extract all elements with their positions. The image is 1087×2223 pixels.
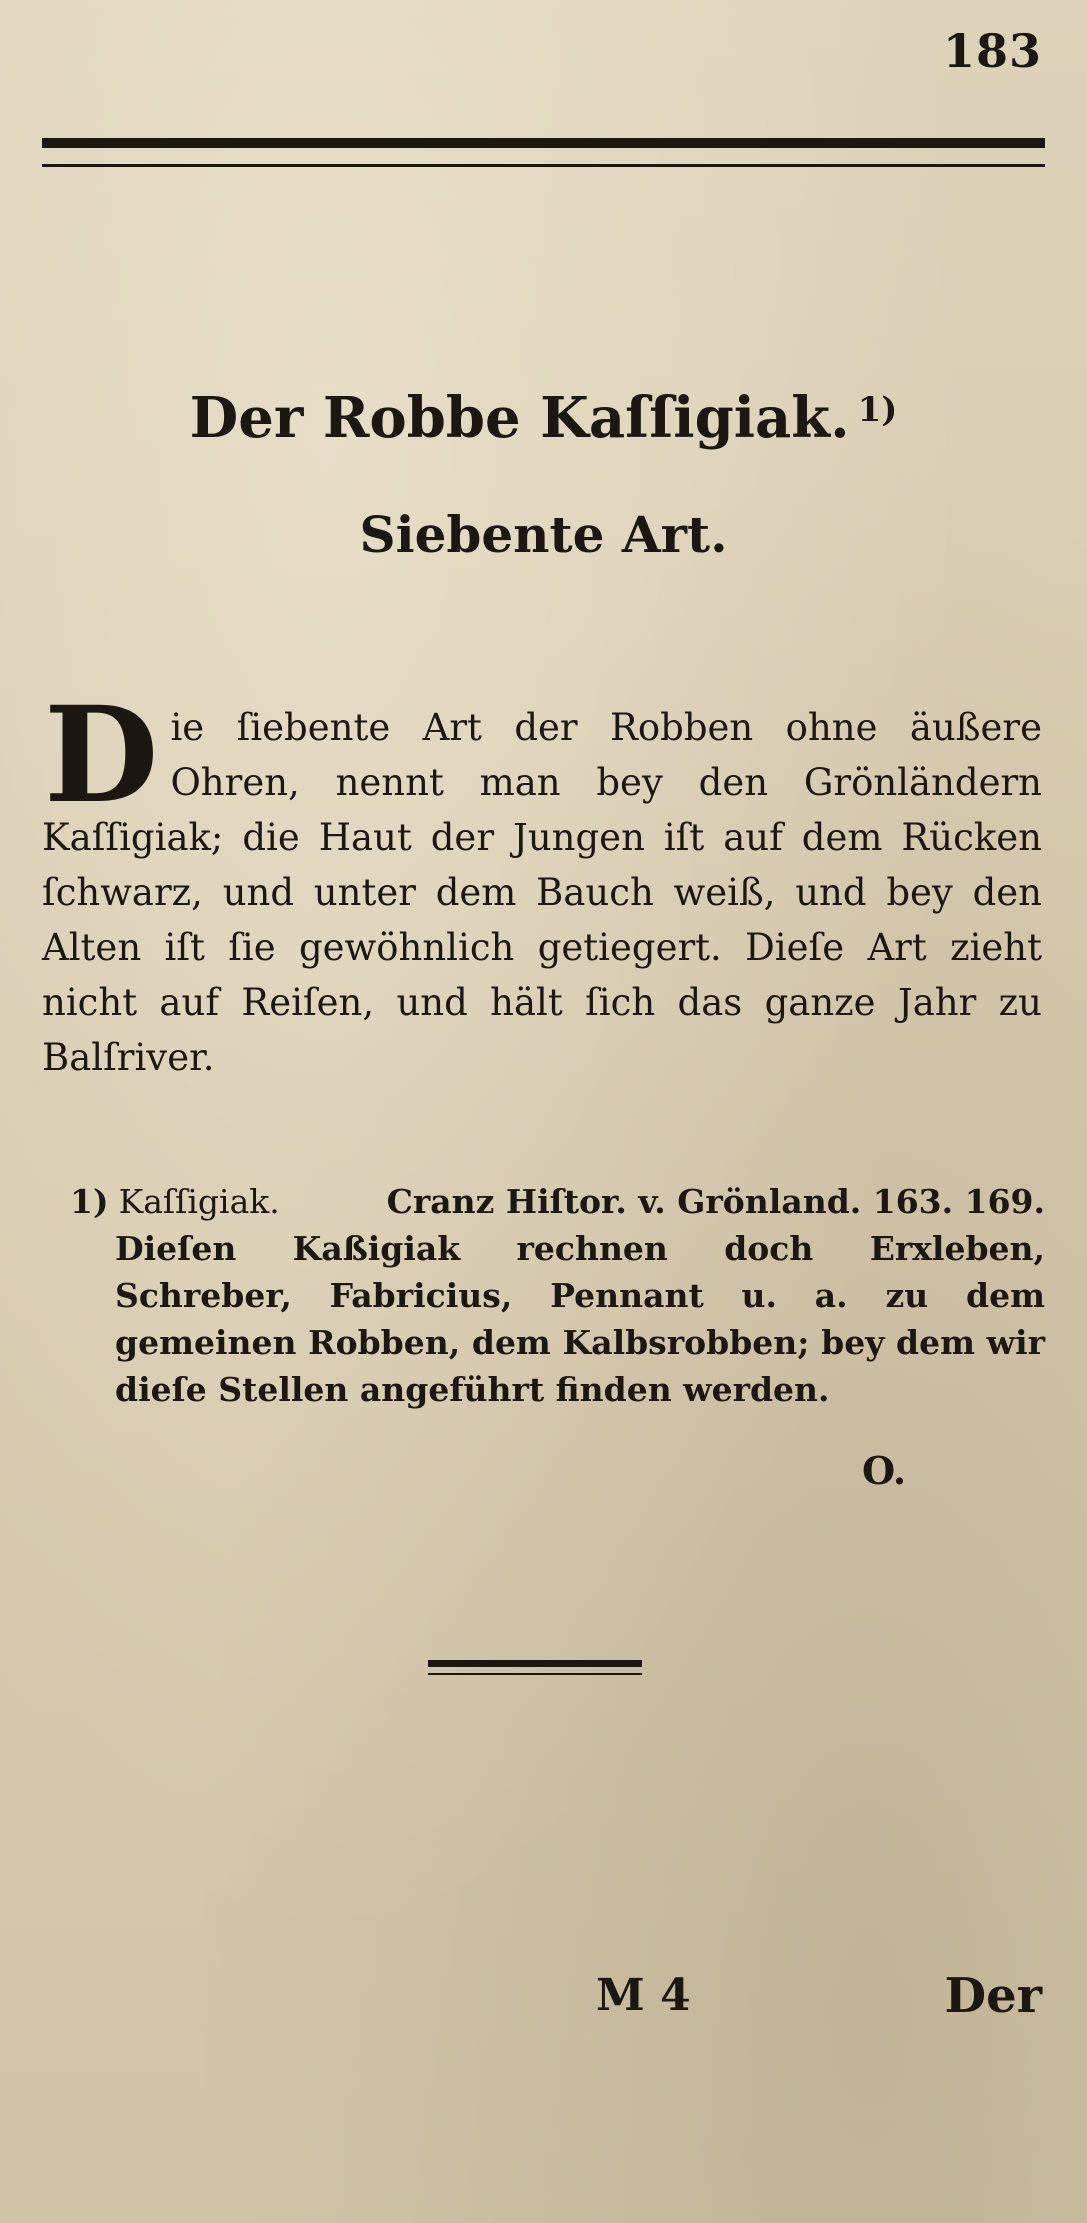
page-number: 183	[942, 24, 1042, 78]
footnote-text: Dieſen Kaßigiak rechnen doch Erxleben, Schreber, Fabricius, Pennant u. a. zu dem gemeinen Robben, dem Kalbsrobben; bey dem wir dieſe Stellen angeführt finden werden.	[115, 1229, 1045, 1409]
header-rule-thin	[42, 164, 1045, 167]
body-paragraph-text: ie ſiebente Art der Robben ohne äußere Ohren, nennt man bey den Grönländern Kaſſigiak; die Haut der Jungen iſt auf dem Rücken ſchwarz, und unter dem Bauch weiß, und bey den Alten iſt ſie gewöhnlich getiegert. Dieſe Art zieht nicht auf Reiſen, und hält ſich das ganze Jahr zu Balſriver.	[42, 706, 1042, 1079]
section-end-rule-thick	[428, 1660, 642, 1667]
footnote-mark: 1)	[70, 1182, 109, 1221]
catchword: Der	[944, 1968, 1042, 2024]
header-rule-thick	[42, 138, 1045, 148]
body-paragraph	[42, 678, 1042, 1085]
footnote	[70, 1178, 1045, 1413]
chapter-subtitle: Siebente Art.	[359, 505, 728, 564]
footnote-citation: Cranz Hiſtor. v. Grönland. 163. 169.	[386, 1182, 1045, 1221]
chapter-title	[0, 385, 1087, 451]
section-end-rule-thin	[428, 1673, 642, 1675]
footnote-reference: 1)	[857, 390, 898, 430]
footnote-heading	[70, 1178, 1045, 1225]
drop-cap: D	[44, 678, 159, 833]
section-end-rule	[428, 1660, 642, 1675]
chapter-title-text: Der Robbe Kaſſigiak.	[189, 385, 850, 451]
printer-signature-mark: M 4	[596, 1970, 691, 2021]
footnote-signature: O.	[862, 1448, 907, 1493]
footnote-term: Kaſſigiak.	[118, 1182, 280, 1221]
